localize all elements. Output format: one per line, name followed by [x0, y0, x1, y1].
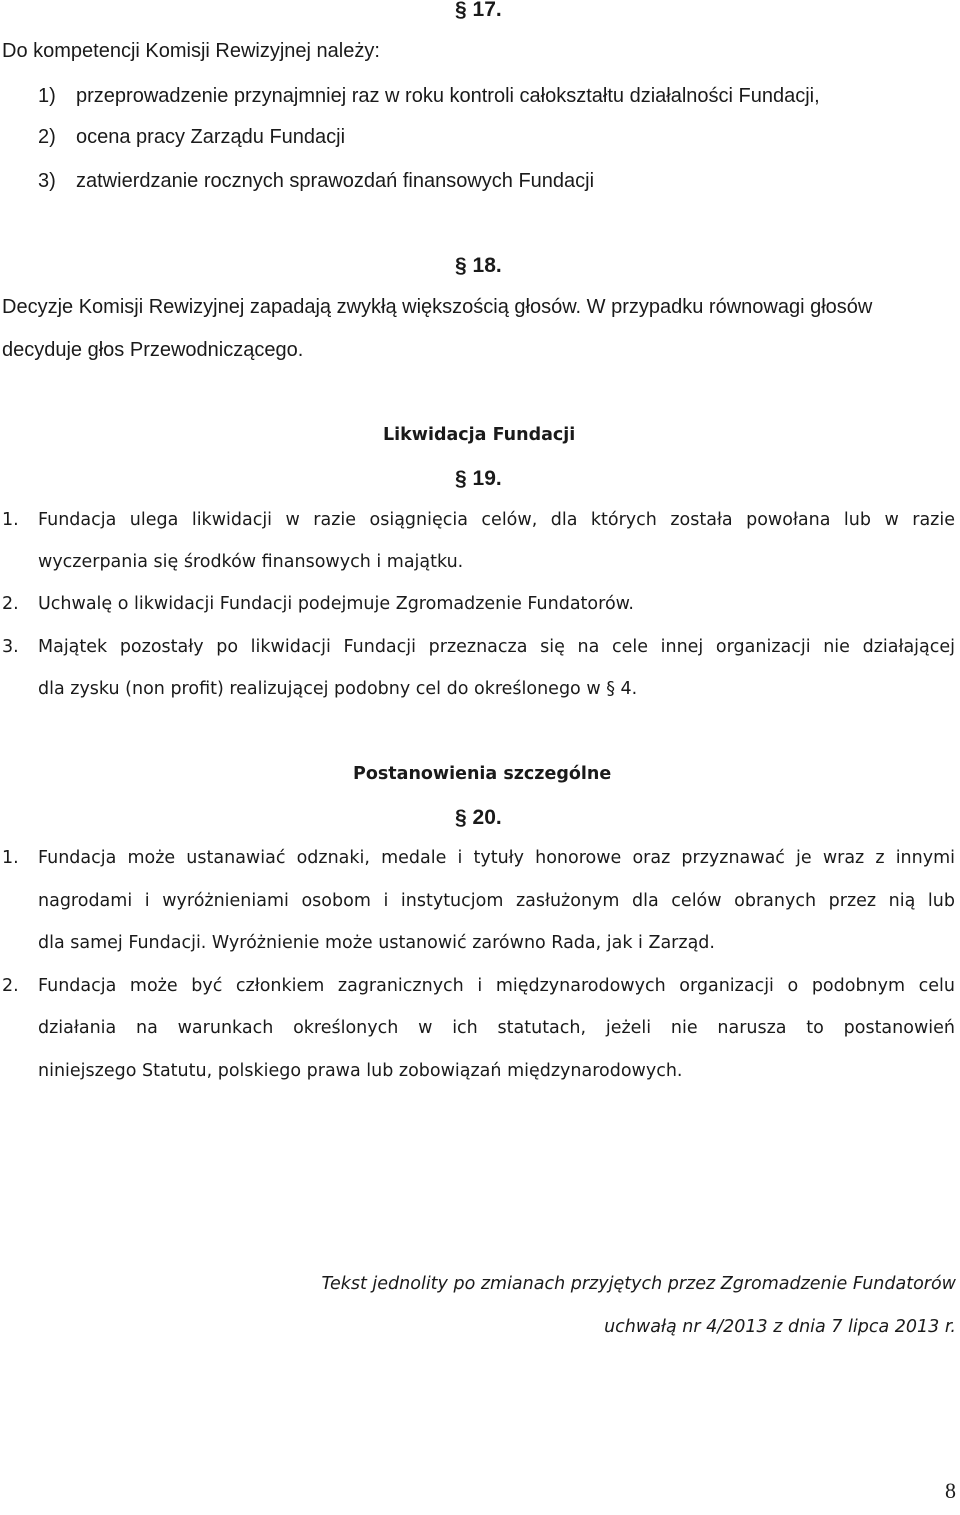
section-17-intro: Do kompetencji Komisji Rewizyjnej należy: [2, 40, 380, 62]
section-18-paragraph-line: decyduje głos Przewodniczącego. [2, 339, 304, 361]
page-number: 8 [945, 1478, 956, 1503]
list-item-text: działania na warunkach określonych w ich statutach, jeżeli nie narusza to postanowień [38, 1018, 955, 1038]
list-item-number: 1. [2, 510, 19, 530]
list-item-text: zatwierdzanie rocznych sprawozdań finansowych Fundacji [76, 170, 595, 192]
list-item-text: wyczerpania się środków finansowych i majątku. [38, 552, 464, 572]
list-item-text: Uchwalę o likwidacji Fundacji podejmuje Zgromadzenie Fundatorów. [38, 594, 634, 614]
list-item-text: dla zysku (non profit) realizującej podobny cel do określonego w § 4. [38, 679, 638, 699]
list-item-text: przeprowadzenie przynajmniej raz w roku kontroli całokształtu działalności Fundacji, [76, 85, 820, 107]
list-item-text: Fundacja może być członkiem zagranicznych i międzynarodowych organizacji o podobnym celu [38, 976, 955, 996]
list-item-text: niniejszego Statutu, polskiego prawa lub zobowiązań międzynarodowych. [38, 1061, 683, 1081]
section-20-heading: § 20. [455, 806, 502, 829]
section-18-heading: § 18. [455, 254, 502, 277]
list-item-text: Majątek pozostały po likwidacji Fundacji przeznacza się na cele innej organizacji nie działającej [38, 637, 955, 657]
list-item-number: 3) [38, 170, 56, 192]
list-item-number: 2) [38, 126, 56, 148]
list-item-number: 1. [2, 848, 19, 868]
consolidated-text-note: Tekst jednolity po zmianach przyjętych przez Zgromadzenie Fundatorów [321, 1274, 956, 1294]
list-item-number: 1) [38, 85, 56, 107]
section-19-heading: § 19. [455, 467, 502, 490]
section-title-special-provisions: Postanowienia szczególne [353, 764, 612, 784]
list-item-number: 2. [2, 594, 19, 614]
list-item-number: 3. [2, 637, 19, 657]
resolution-note: uchwałą nr 4/2013 z dnia 7 lipca 2013 r. [604, 1317, 956, 1337]
section-18-paragraph-line: Decyzje Komisji Rewizyjnej zapadają zwykłą większością głosów. W przypadku równowagi głosów [2, 296, 873, 318]
list-item-text: Fundacja ulega likwidacji w razie osiągnięcia celów, dla których została powołana lub w razie [38, 510, 955, 530]
list-item-number: 2. [2, 976, 19, 996]
section-title-liquidation: Likwidacja Fundacji [383, 425, 576, 445]
list-item-text: nagrodami i wyróżnieniami osobom i instytucjom zasłużonym dla celów obranych przez nią lub [38, 891, 955, 911]
list-item-text: dla samej Fundacji. Wyróżnienie może ustanowić zarówno Rada, jak i Zarząd. [38, 933, 715, 953]
list-item-text: Fundacja może ustanawiać odznaki, medale i tytuły honorowe oraz przyznawać je wraz z innymi [38, 848, 955, 868]
section-17-heading: § 17. [455, 0, 502, 21]
list-item-text: ocena pracy Zarządu Fundacji [76, 126, 346, 148]
